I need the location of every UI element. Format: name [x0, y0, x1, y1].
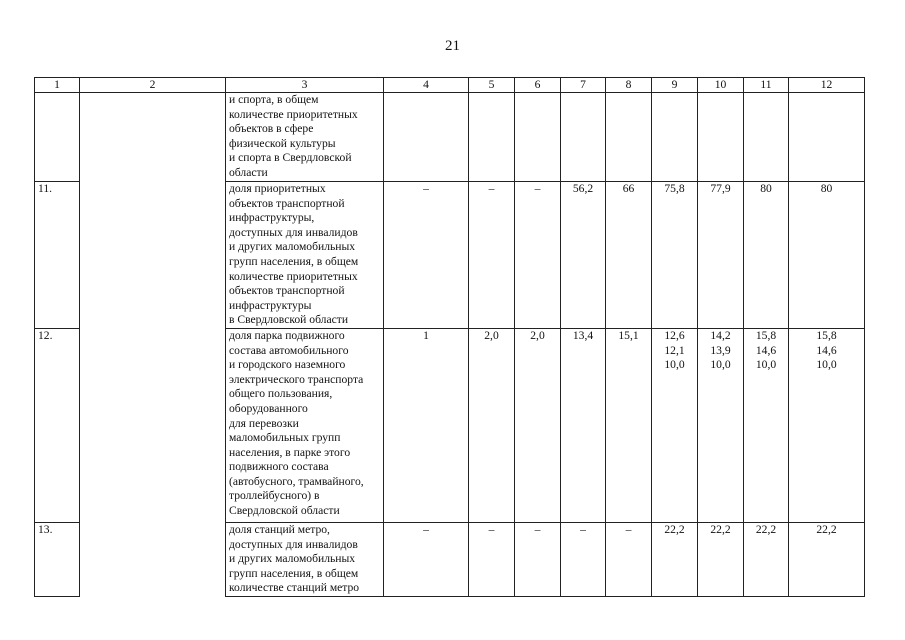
value: 12,1 [664, 343, 685, 357]
description-line: количестве приоритетных [229, 269, 358, 283]
description-line: области [229, 165, 268, 179]
description-line: оборудованного [229, 401, 308, 415]
column-header-8: 8 [606, 78, 652, 93]
page-number: 21 [445, 38, 460, 54]
indicator-description [226, 328, 384, 522]
value: 22,2 [755, 522, 777, 536]
table-row [35, 93, 865, 182]
description-line: подвижного состава [229, 460, 329, 474]
value-cell-5 [469, 93, 515, 182]
value-cell-10 [698, 93, 744, 182]
value: 66 [622, 182, 635, 195]
row-number: 13. [35, 522, 80, 596]
column-header-12: 12 [789, 78, 865, 93]
row-number [35, 93, 80, 182]
column-header-9: 9 [652, 78, 698, 93]
value-cell-11 [744, 93, 789, 182]
merged-category-cell [80, 328, 226, 522]
merged-category-cell [80, 182, 226, 329]
value: 1 [423, 328, 429, 342]
value: 10,0 [710, 358, 731, 372]
value-cell-6 [515, 93, 561, 182]
column-header-11: 11 [744, 78, 789, 93]
value-cell-8 [606, 93, 652, 182]
column-header-4: 4 [384, 78, 469, 93]
value: – [488, 182, 495, 195]
description-line: Свердловской области [229, 504, 340, 518]
column-header-3: 3 [226, 78, 384, 93]
value-cell-12 [789, 93, 865, 182]
indicator-description [226, 522, 384, 596]
value-cell-4 [384, 182, 469, 329]
description-line: доля парка подвижного [229, 328, 345, 342]
value: 22,2 [710, 522, 731, 536]
value: 10,0 [664, 358, 685, 372]
value: 14,2 [710, 328, 731, 342]
indicator-description [226, 93, 384, 182]
value: 2,0 [530, 328, 545, 342]
description-line: (автобусного, трамвайного, [229, 474, 364, 488]
value: – [580, 522, 586, 536]
value-cell-4 [384, 93, 469, 182]
value-cell-5 [469, 522, 515, 596]
header-row [35, 78, 865, 93]
value: 22,2 [816, 522, 837, 536]
description-line: троллейбусного) в [229, 489, 320, 503]
description-line: объектов транспортной [229, 284, 345, 298]
value-cell-5 [469, 328, 515, 522]
value-cell-7 [561, 93, 606, 182]
value: 22,2 [664, 522, 685, 536]
description-line: и других маломобильных [229, 552, 356, 566]
value-cell-7 [561, 182, 606, 329]
description-line: населения, в парке этого [229, 445, 351, 459]
description-line: доля станций метро, [229, 522, 330, 536]
column-header-10: 10 [698, 78, 744, 93]
value-cell-5 [469, 182, 515, 329]
value: – [423, 522, 429, 536]
value-cell-7 [561, 328, 606, 522]
value-cell-9 [652, 522, 698, 596]
value: 10,0 [816, 358, 837, 372]
description-line: и спорта, в общем [229, 93, 319, 106]
value-cell-8 [606, 328, 652, 522]
value-cell-6 [515, 522, 561, 596]
column-header-5: 5 [469, 78, 515, 93]
description-line: количестве приоритетных [229, 107, 358, 121]
description-line: состава автомобильного [229, 343, 349, 357]
value-cell-11 [744, 522, 789, 596]
value-cell-9 [652, 328, 698, 522]
description-line: групп населения, в общем [229, 566, 359, 580]
description-line: для перевозки [229, 416, 299, 430]
value: – [625, 522, 632, 536]
row-number: 11. [35, 182, 80, 329]
description-line: электрического транспорта [229, 372, 364, 386]
value-cell-4 [384, 328, 469, 522]
indicator-description [226, 182, 384, 329]
description-line: маломобильных групп [229, 431, 341, 445]
description-line: и спорта в Свердловской [229, 151, 352, 165]
indicator-table [34, 77, 865, 597]
description-line: доступных для инвалидов [229, 225, 358, 239]
description-line: объектов в сфере [229, 122, 314, 136]
value-cell-10 [698, 328, 744, 522]
description-line: физической культуры [229, 136, 336, 150]
description-line: и других маломобильных [229, 240, 356, 254]
value: 13,9 [710, 343, 731, 357]
value: – [488, 522, 495, 536]
table-row [35, 182, 865, 329]
table-row [35, 328, 865, 522]
value: 2,0 [484, 328, 499, 342]
description-line: инфраструктуры [229, 298, 312, 312]
description-line: доля приоритетных [229, 182, 326, 195]
value: 14,6 [755, 343, 777, 357]
value-cell-6 [515, 328, 561, 522]
value-cell-6 [515, 182, 561, 329]
value: 10,0 [755, 358, 777, 372]
value: 80 [820, 182, 833, 195]
value: – [534, 182, 541, 195]
row-number: 12. [35, 328, 80, 522]
value: 14,6 [816, 343, 837, 357]
column-header-6: 6 [515, 78, 561, 93]
value: 12,6 [664, 328, 685, 342]
description-line: общего пользования, [229, 387, 333, 401]
value-cell-8 [606, 522, 652, 596]
description-line: объектов транспортной [229, 196, 345, 210]
column-header-7: 7 [561, 78, 606, 93]
value-cell-7 [561, 522, 606, 596]
value-cell-9 [652, 182, 698, 329]
value-cell-9 [652, 93, 698, 182]
value-cell-12 [789, 522, 865, 596]
value: 15,8 [755, 328, 777, 342]
value-cell-8 [606, 182, 652, 329]
value: 75,8 [664, 182, 685, 195]
column-header-1: 1 [35, 78, 80, 93]
description-line: и городского наземного [229, 358, 346, 372]
value-cell-12 [789, 182, 865, 329]
value: 80 [760, 182, 772, 195]
value: 13,4 [572, 328, 594, 342]
value-cell-10 [698, 522, 744, 596]
value-cell-10 [698, 182, 744, 329]
value-cell-4 [384, 522, 469, 596]
value-cell-11 [744, 182, 789, 329]
value: 77,9 [710, 182, 731, 195]
value: – [423, 182, 429, 195]
value-cell-12 [789, 328, 865, 522]
value: 15,8 [816, 328, 837, 342]
value: – [534, 522, 541, 536]
column-header-2: 2 [80, 78, 226, 93]
value: 15,1 [618, 328, 639, 342]
merged-category-cell [80, 93, 226, 182]
value: 56,2 [572, 182, 594, 195]
description-line: инфраструктуры, [229, 211, 315, 225]
description-line: количестве станций метро [229, 581, 360, 595]
merged-category-cell [80, 522, 226, 596]
description-line: групп населения, в общем [229, 254, 359, 268]
description-line: доступных для инвалидов [229, 537, 358, 551]
value-cell-11 [744, 328, 789, 522]
description-line: в Свердловской области [229, 313, 349, 327]
table-row [35, 522, 865, 596]
